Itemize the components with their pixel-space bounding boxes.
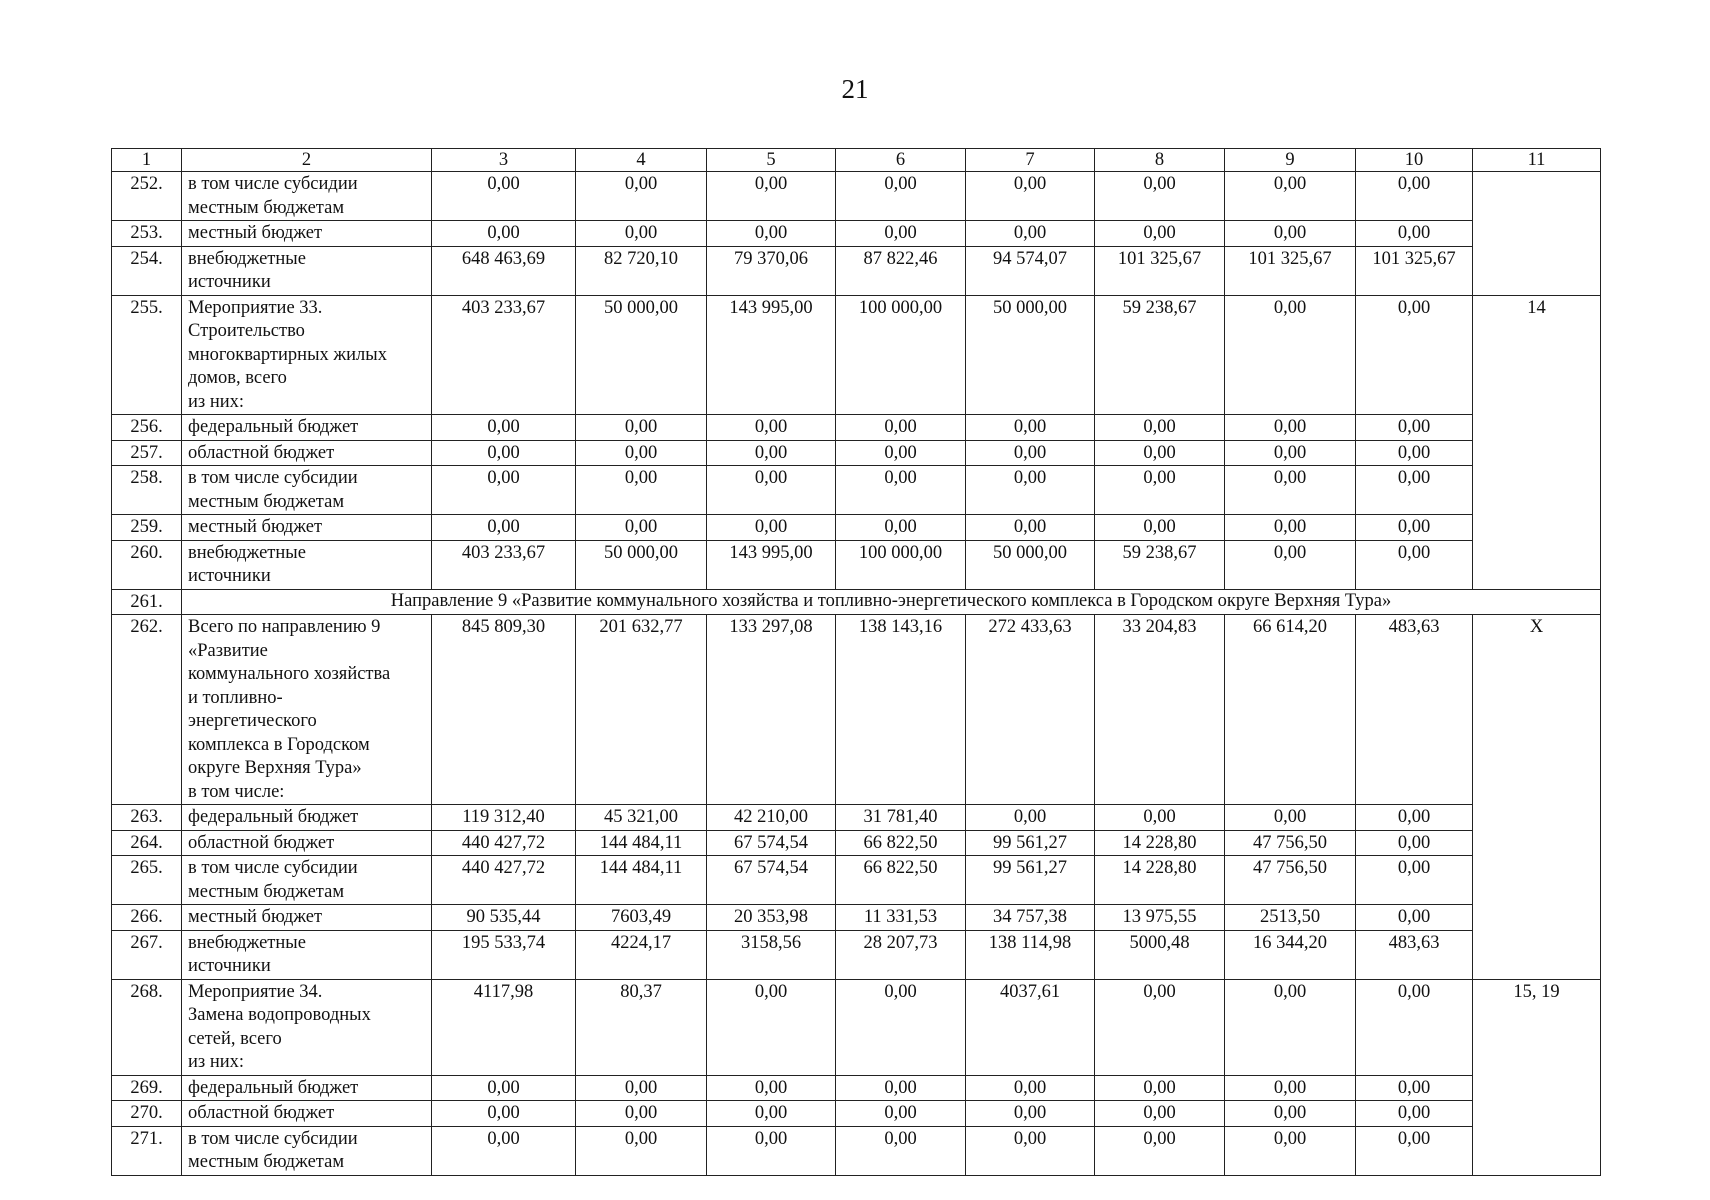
value-cell: 4037,61 — [966, 979, 1095, 1075]
value-cell: 0,00 — [432, 515, 576, 541]
value-cell: 94 574,07 — [966, 246, 1095, 295]
table-row — [112, 930, 1601, 979]
value-cell: 403 233,67 — [432, 295, 576, 415]
table-row — [112, 830, 1601, 856]
value-cell: 0,00 — [707, 1126, 836, 1175]
header-cell: 9 — [1225, 149, 1356, 172]
value-cell: 0,00 — [836, 466, 966, 515]
value-cell: 87 822,46 — [836, 246, 966, 295]
value-cell: 66 822,50 — [836, 830, 966, 856]
value-cell: 0,00 — [1356, 440, 1473, 466]
row-description — [182, 805, 432, 831]
value-cell: 0,00 — [1225, 295, 1356, 415]
value-cell: 272 433,63 — [966, 615, 1095, 805]
value-cell: 0,00 — [1095, 1075, 1225, 1101]
value-cell: 0,00 — [707, 466, 836, 515]
table-row — [112, 172, 1601, 221]
value-cell: 0,00 — [1356, 805, 1473, 831]
row-description-text: в том числе субсидии местным бюджетам — [188, 174, 358, 218]
value-cell: 34 757,38 — [966, 905, 1095, 931]
value-cell: 0,00 — [836, 1075, 966, 1101]
value-cell: 0,00 — [1095, 515, 1225, 541]
value-cell: 0,00 — [966, 466, 1095, 515]
table-row — [112, 295, 1601, 415]
row-description — [182, 856, 432, 905]
value-cell: 50 000,00 — [576, 295, 707, 415]
value-cell: 50 000,00 — [966, 540, 1095, 589]
value-cell: 47 756,50 — [1225, 830, 1356, 856]
row-description-text: федеральный бюджет — [188, 1077, 359, 1098]
value-cell: 0,00 — [432, 415, 576, 441]
value-cell: 0,00 — [966, 1101, 1095, 1127]
table-row — [112, 1126, 1601, 1175]
row-description-text: областной бюджет — [188, 832, 335, 853]
row-description — [182, 1101, 432, 1127]
value-cell: 0,00 — [432, 1075, 576, 1101]
direction-heading: Направление 9 «Развитие коммунального хозяйства и топливно-энергетического комплекса в Городском округе Верхняя Тура» — [182, 589, 1601, 615]
budget-table — [111, 148, 1601, 1176]
row-description — [182, 905, 432, 931]
row-description — [182, 172, 432, 221]
value-cell: 0,00 — [966, 440, 1095, 466]
value-cell: 59 238,67 — [1095, 540, 1225, 589]
row-number: 260. — [112, 540, 182, 589]
value-cell: 133 297,08 — [707, 615, 836, 805]
value-cell: 483,63 — [1356, 930, 1473, 979]
value-cell: 14 228,80 — [1095, 830, 1225, 856]
value-cell: 66 614,20 — [1225, 615, 1356, 805]
value-cell: 90 535,44 — [432, 905, 576, 931]
row-description-text: местный бюджет — [188, 907, 323, 927]
value-cell: 0,00 — [836, 221, 966, 247]
page-number: 21 — [841, 74, 869, 104]
value-cell: 47 756,50 — [1225, 856, 1356, 905]
value-cell: 195 533,74 — [432, 930, 576, 979]
value-cell: 2513,50 — [1225, 905, 1356, 931]
row-description-text: федеральный бюджет — [188, 807, 359, 827]
value-cell: 0,00 — [1356, 979, 1473, 1075]
row-number: 269. — [112, 1075, 182, 1101]
value-cell: 101 325,67 — [1225, 246, 1356, 295]
value-cell: 16 344,20 — [1225, 930, 1356, 979]
row-description — [182, 415, 432, 441]
value-cell: 440 427,72 — [432, 856, 576, 905]
value-cell: 3158,56 — [707, 930, 836, 979]
table-row — [112, 805, 1601, 831]
value-cell: 0,00 — [707, 440, 836, 466]
value-cell: 0,00 — [1225, 415, 1356, 441]
row-number: 259. — [112, 515, 182, 541]
table-row — [112, 979, 1601, 1075]
value-cell: 82 720,10 — [576, 246, 707, 295]
header-cell: 2 — [182, 149, 432, 172]
value-cell: 0,00 — [836, 440, 966, 466]
row-number: 256. — [112, 415, 182, 441]
value-cell: 0,00 — [1095, 1126, 1225, 1175]
value-cell: 0,00 — [1095, 415, 1225, 441]
value-cell: 0,00 — [1225, 805, 1356, 831]
value-cell: 0,00 — [576, 221, 707, 247]
header-cell: 1 — [112, 149, 182, 172]
table-row — [112, 905, 1601, 931]
table-row — [112, 466, 1601, 515]
value-cell: 66 822,50 — [836, 856, 966, 905]
row-number: 252. — [112, 172, 182, 221]
value-cell: 7603,49 — [576, 905, 707, 931]
value-cell: 0,00 — [1356, 1126, 1473, 1175]
row-description — [182, 830, 432, 856]
row-description — [182, 979, 432, 1075]
header-row — [112, 149, 1601, 172]
value-cell: 0,00 — [966, 515, 1095, 541]
value-cell: 0,00 — [576, 466, 707, 515]
value-cell: 99 561,27 — [966, 830, 1095, 856]
row-description-text: в том числе субсидии местным бюджетам — [188, 468, 358, 512]
value-cell: 0,00 — [1356, 515, 1473, 541]
value-cell: 0,00 — [1095, 1101, 1225, 1127]
row-description — [182, 1126, 432, 1175]
value-cell: 0,00 — [707, 979, 836, 1075]
note-cell — [1473, 172, 1601, 296]
value-cell: 143 995,00 — [707, 295, 836, 415]
value-cell: 483,63 — [1356, 615, 1473, 805]
value-cell: 0,00 — [1225, 1075, 1356, 1101]
row-description — [182, 1075, 432, 1101]
value-cell: 440 427,72 — [432, 830, 576, 856]
value-cell: 59 238,67 — [1095, 295, 1225, 415]
value-cell: 4224,17 — [576, 930, 707, 979]
value-cell: 0,00 — [1356, 221, 1473, 247]
value-cell: 0,00 — [1225, 515, 1356, 541]
table-row — [112, 615, 1601, 805]
row-description-text: в том числе субсидии местным бюджетам — [188, 1128, 358, 1172]
value-cell: 0,00 — [432, 1101, 576, 1127]
value-cell: 0,00 — [432, 172, 576, 221]
row-number: 267. — [112, 930, 182, 979]
value-cell: 13 975,55 — [1095, 905, 1225, 931]
header-cell: 10 — [1356, 149, 1473, 172]
value-cell: 0,00 — [966, 805, 1095, 831]
row-description — [182, 246, 432, 295]
row-number: 268. — [112, 979, 182, 1075]
value-cell: 28 207,73 — [836, 930, 966, 979]
value-cell: 0,00 — [707, 221, 836, 247]
value-cell: 100 000,00 — [836, 295, 966, 415]
value-cell: 138 114,98 — [966, 930, 1095, 979]
row-description — [182, 295, 432, 415]
row-number: 253. — [112, 221, 182, 247]
row-number: 257. — [112, 440, 182, 466]
value-cell: 0,00 — [1356, 1101, 1473, 1127]
value-cell: 0,00 — [1356, 540, 1473, 589]
row-description — [182, 615, 432, 805]
row-description-text: Всего по направлению 9 «Развитие коммунального хозяйства и топливно- энергетического комплекса в Городском округе Верхняя Тура» в том числе: — [188, 617, 391, 802]
value-cell: 0,00 — [707, 1075, 836, 1101]
note-cell: 15, 19 — [1473, 979, 1601, 1175]
value-cell: 0,00 — [576, 515, 707, 541]
value-cell: 143 995,00 — [707, 540, 836, 589]
row-number: 270. — [112, 1101, 182, 1127]
value-cell: 0,00 — [966, 1126, 1095, 1175]
value-cell: 0,00 — [1225, 979, 1356, 1075]
row-description-text: в том числе субсидии местным бюджетам — [188, 858, 358, 902]
table-row — [112, 589, 1601, 615]
value-cell: 0,00 — [1356, 905, 1473, 931]
value-cell: 845 809,30 — [432, 615, 576, 805]
value-cell: 0,00 — [1356, 172, 1473, 221]
value-cell: 45 321,00 — [576, 805, 707, 831]
value-cell: 144 484,11 — [576, 856, 707, 905]
value-cell: 201 632,77 — [576, 615, 707, 805]
row-number: 261. — [112, 589, 182, 615]
value-cell: 0,00 — [1356, 1075, 1473, 1101]
value-cell: 0,00 — [1225, 540, 1356, 589]
value-cell: 0,00 — [1225, 1126, 1356, 1175]
row-number: 263. — [112, 805, 182, 831]
value-cell: 0,00 — [707, 172, 836, 221]
row-description-text: местный бюджет — [188, 517, 323, 537]
value-cell: 20 353,98 — [707, 905, 836, 931]
row-description-text: областной бюджет — [188, 1103, 335, 1123]
value-cell: 0,00 — [966, 415, 1095, 441]
row-description-text: Мероприятие 33. Строительство многоквартирных жилых домов, всего из них: — [188, 297, 387, 412]
value-cell: 0,00 — [966, 221, 1095, 247]
table-row — [112, 515, 1601, 541]
value-cell: 0,00 — [576, 172, 707, 221]
value-cell: 67 574,54 — [707, 856, 836, 905]
value-cell: 0,00 — [707, 515, 836, 541]
value-cell: 50 000,00 — [576, 540, 707, 589]
header-cell: 7 — [966, 149, 1095, 172]
value-cell: 0,00 — [836, 1101, 966, 1127]
header-cell: 5 — [707, 149, 836, 172]
note-cell: X — [1473, 615, 1601, 980]
value-cell: 0,00 — [576, 440, 707, 466]
row-description-text: областной бюджет — [188, 442, 335, 463]
value-cell: 101 325,67 — [1356, 246, 1473, 295]
value-cell: 0,00 — [1225, 1101, 1356, 1127]
row-number: 265. — [112, 856, 182, 905]
value-cell: 42 210,00 — [707, 805, 836, 831]
value-cell: 0,00 — [1356, 830, 1473, 856]
note-cell: 14 — [1473, 295, 1601, 589]
row-number: 262. — [112, 615, 182, 805]
row-description-text: внебюджетные источники — [188, 542, 306, 586]
value-cell: 0,00 — [1356, 415, 1473, 441]
row-description — [182, 221, 432, 247]
value-cell: 33 204,83 — [1095, 615, 1225, 805]
value-cell: 119 312,40 — [432, 805, 576, 831]
value-cell: 0,00 — [576, 1126, 707, 1175]
value-cell: 80,37 — [576, 979, 707, 1075]
header-cell: 3 — [432, 149, 576, 172]
value-cell: 101 325,67 — [1095, 246, 1225, 295]
value-cell: 0,00 — [966, 172, 1095, 221]
row-description-text: федеральный бюджет — [188, 417, 359, 437]
value-cell: 0,00 — [966, 1075, 1095, 1101]
value-cell: 0,00 — [836, 415, 966, 441]
header-cell: 6 — [836, 149, 966, 172]
value-cell: 79 370,06 — [707, 246, 836, 295]
value-cell: 0,00 — [1095, 440, 1225, 466]
row-description — [182, 515, 432, 541]
value-cell: 138 143,16 — [836, 615, 966, 805]
value-cell: 0,00 — [1356, 856, 1473, 905]
header-cell: 4 — [576, 149, 707, 172]
value-cell: 0,00 — [707, 415, 836, 441]
value-cell: 403 233,67 — [432, 540, 576, 589]
value-cell: 648 463,69 — [432, 246, 576, 295]
table-row — [112, 540, 1601, 589]
value-cell: 31 781,40 — [836, 805, 966, 831]
value-cell: 0,00 — [1095, 805, 1225, 831]
row-number: 264. — [112, 830, 182, 856]
row-description — [182, 440, 432, 466]
value-cell: 0,00 — [1095, 221, 1225, 247]
value-cell: 0,00 — [432, 221, 576, 247]
value-cell: 50 000,00 — [966, 295, 1095, 415]
header-cell: 11 — [1473, 149, 1601, 172]
value-cell: 14 228,80 — [1095, 856, 1225, 905]
value-cell: 67 574,54 — [707, 830, 836, 856]
row-description-text: Мероприятие 34. Замена водопроводных сетей, всего из них: — [188, 981, 371, 1072]
row-description-text: местный бюджет — [188, 223, 323, 243]
row-description-text: внебюджетные источники — [188, 932, 306, 976]
value-cell: 0,00 — [1095, 979, 1225, 1075]
table-row — [112, 1101, 1601, 1127]
row-number: 266. — [112, 905, 182, 931]
value-cell: 0,00 — [1225, 440, 1356, 466]
value-cell: 0,00 — [432, 466, 576, 515]
value-cell: 0,00 — [576, 415, 707, 441]
row-description-text: внебюджетные источники — [188, 248, 306, 292]
value-cell: 0,00 — [576, 1101, 707, 1127]
row-number: 258. — [112, 466, 182, 515]
value-cell: 0,00 — [1225, 466, 1356, 515]
value-cell: 4117,98 — [432, 979, 576, 1075]
table-row — [112, 415, 1601, 441]
value-cell: 0,00 — [707, 1101, 836, 1127]
value-cell: 0,00 — [1225, 221, 1356, 247]
value-cell: 0,00 — [576, 1075, 707, 1101]
table-row — [112, 440, 1601, 466]
row-description — [182, 540, 432, 589]
table-row — [112, 246, 1601, 295]
row-number: 254. — [112, 246, 182, 295]
table-row — [112, 221, 1601, 247]
value-cell: 99 561,27 — [966, 856, 1095, 905]
value-cell: 0,00 — [836, 172, 966, 221]
value-cell: 0,00 — [1095, 172, 1225, 221]
value-cell: 144 484,11 — [576, 830, 707, 856]
header-cell: 8 — [1095, 149, 1225, 172]
value-cell: 11 331,53 — [836, 905, 966, 931]
value-cell: 100 000,00 — [836, 540, 966, 589]
row-description — [182, 930, 432, 979]
row-number: 271. — [112, 1126, 182, 1175]
value-cell: 0,00 — [1225, 172, 1356, 221]
table-row — [112, 856, 1601, 905]
value-cell: 5000,48 — [1095, 930, 1225, 979]
value-cell: 0,00 — [1356, 466, 1473, 515]
value-cell: 0,00 — [1356, 295, 1473, 415]
table-body — [112, 149, 1601, 1176]
value-cell: 0,00 — [432, 440, 576, 466]
value-cell: 0,00 — [836, 979, 966, 1075]
table-row — [112, 1075, 1601, 1101]
value-cell: 0,00 — [836, 1126, 966, 1175]
value-cell: 0,00 — [1095, 466, 1225, 515]
row-number: 255. — [112, 295, 182, 415]
row-description — [182, 466, 432, 515]
value-cell: 0,00 — [836, 515, 966, 541]
value-cell: 0,00 — [432, 1126, 576, 1175]
